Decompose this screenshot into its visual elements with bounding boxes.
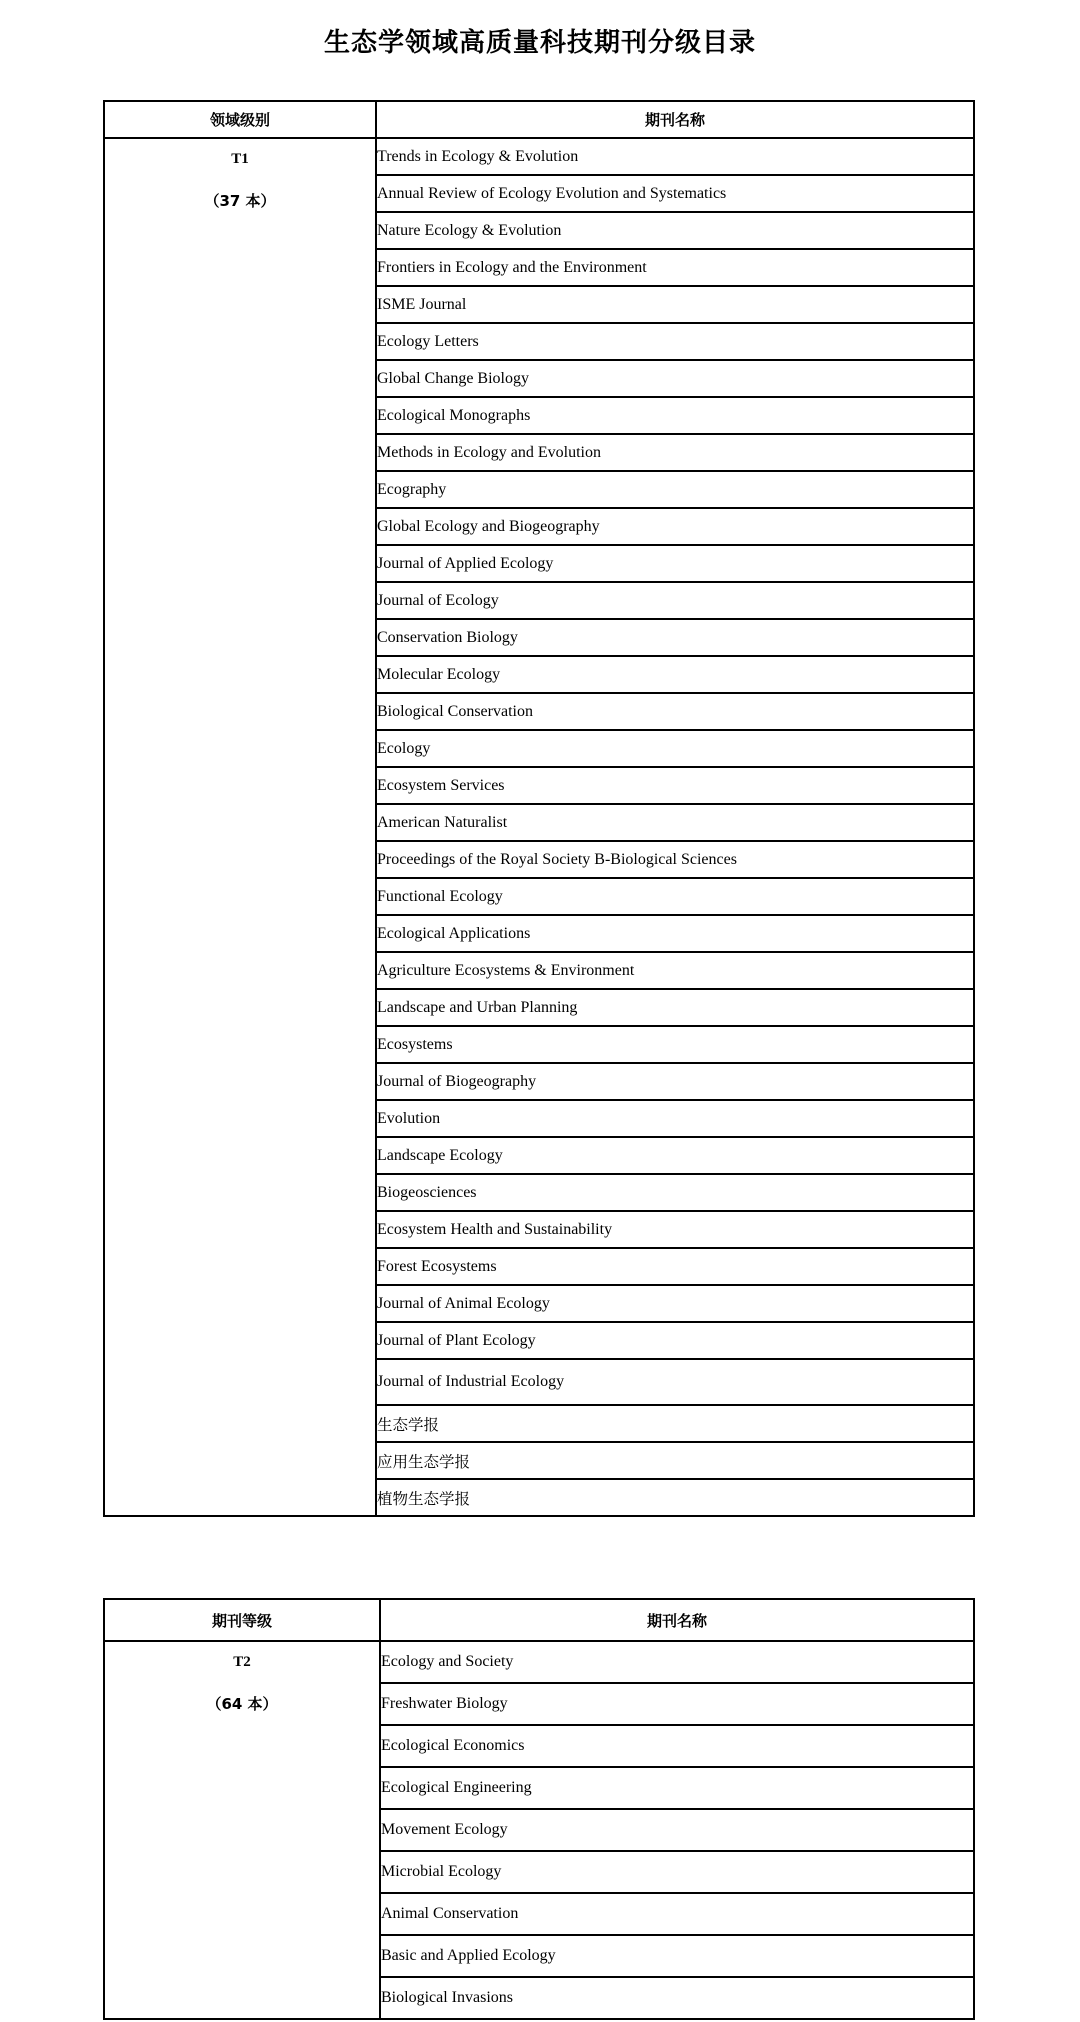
tier-cell	[104, 138, 376, 1516]
column-header-name: 期刊名称	[376, 101, 974, 138]
journal-name: Microbial Ecology	[380, 1851, 974, 1893]
journal-name: Trends in Ecology & Evolution	[376, 138, 974, 175]
journal-name: ISME Journal	[376, 286, 974, 323]
column-header-name: 期刊名称	[380, 1599, 974, 1641]
journal-name: Journal of Ecology	[376, 582, 974, 619]
journal-name: Landscape and Urban Planning	[376, 989, 974, 1026]
journal-name: Agriculture Ecosystems & Environment	[376, 952, 974, 989]
table-header-row	[104, 101, 974, 138]
table-header-row	[104, 1599, 974, 1641]
journal-name: Ecological Applications	[376, 915, 974, 952]
journal-name: Forest Ecosystems	[376, 1248, 974, 1285]
document-title: 生态学领域高质量科技期刊分级目录	[323, 28, 756, 58]
journal-name: Frontiers in Ecology and the Environment	[376, 249, 974, 286]
journal-name: Ecosystem Health and Sustainability	[376, 1211, 974, 1248]
journal-name: Ecology	[376, 730, 974, 767]
journal-name: Journal of Applied Ecology	[376, 545, 974, 582]
tier-label: T1	[231, 151, 249, 167]
journal-name: Nature Ecology & Evolution	[376, 212, 974, 249]
journal-name: Journal of Plant Ecology	[376, 1322, 974, 1359]
column-header-level: 领域级别	[104, 101, 376, 138]
journal-name: Ecosystems	[376, 1026, 974, 1063]
journal-name: Methods in Ecology and Evolution	[376, 434, 974, 471]
journal-name: Biological Conservation	[376, 693, 974, 730]
journal-name: Journal of Animal Ecology	[376, 1285, 974, 1322]
journal-name: Ecology and Society	[380, 1641, 974, 1683]
journal-name: Biogeosciences	[376, 1174, 974, 1211]
journal-name: Global Change Biology	[376, 360, 974, 397]
journal-name: 应用生态学报	[376, 1442, 974, 1479]
journal-name: Ecological Monographs	[376, 397, 974, 434]
journal-name: Global Ecology and Biogeography	[376, 508, 974, 545]
journal-name: Annual Review of Ecology Evolution and Systematics	[376, 175, 974, 212]
journal-name: Proceedings of the Royal Society B-Biological Sciences	[376, 841, 974, 878]
journal-count: （64 本）	[206, 1695, 278, 1713]
journal-name: 生态学报	[376, 1405, 974, 1442]
journal-name: Journal of Industrial Ecology	[376, 1359, 974, 1405]
journal-name: Landscape Ecology	[376, 1137, 974, 1174]
journal-name: Ecology Letters	[376, 323, 974, 360]
journal-name: Ecosystem Services	[376, 767, 974, 804]
t2-journal-table	[103, 1598, 975, 2020]
journal-name: Ecological Economics	[380, 1725, 974, 1767]
journal-count: （37 本）	[204, 192, 276, 210]
journal-name: American Naturalist	[376, 804, 974, 841]
journal-name: Evolution	[376, 1100, 974, 1137]
table-row	[104, 138, 974, 175]
table-row	[104, 1641, 974, 1683]
journal-name: Journal of Biogeography	[376, 1063, 974, 1100]
journal-name: Conservation Biology	[376, 619, 974, 656]
journal-name: Ecological Engineering	[380, 1767, 974, 1809]
journal-name: Freshwater Biology	[380, 1683, 974, 1725]
journal-name: Movement Ecology	[380, 1809, 974, 1851]
journal-name: 植物生态学报	[376, 1479, 974, 1516]
tier-label: T2	[233, 1654, 251, 1670]
journal-name: Molecular Ecology	[376, 656, 974, 693]
tier-cell	[104, 1641, 380, 2019]
journal-name: Functional Ecology	[376, 878, 974, 915]
journal-name: Ecography	[376, 471, 974, 508]
journal-name: Animal Conservation	[380, 1893, 974, 1935]
journal-name: Basic and Applied Ecology	[380, 1935, 974, 1977]
column-header-level: 期刊等级	[104, 1599, 380, 1641]
journal-name: Biological Invasions	[380, 1977, 974, 2019]
t1-journal-table	[103, 100, 975, 1517]
